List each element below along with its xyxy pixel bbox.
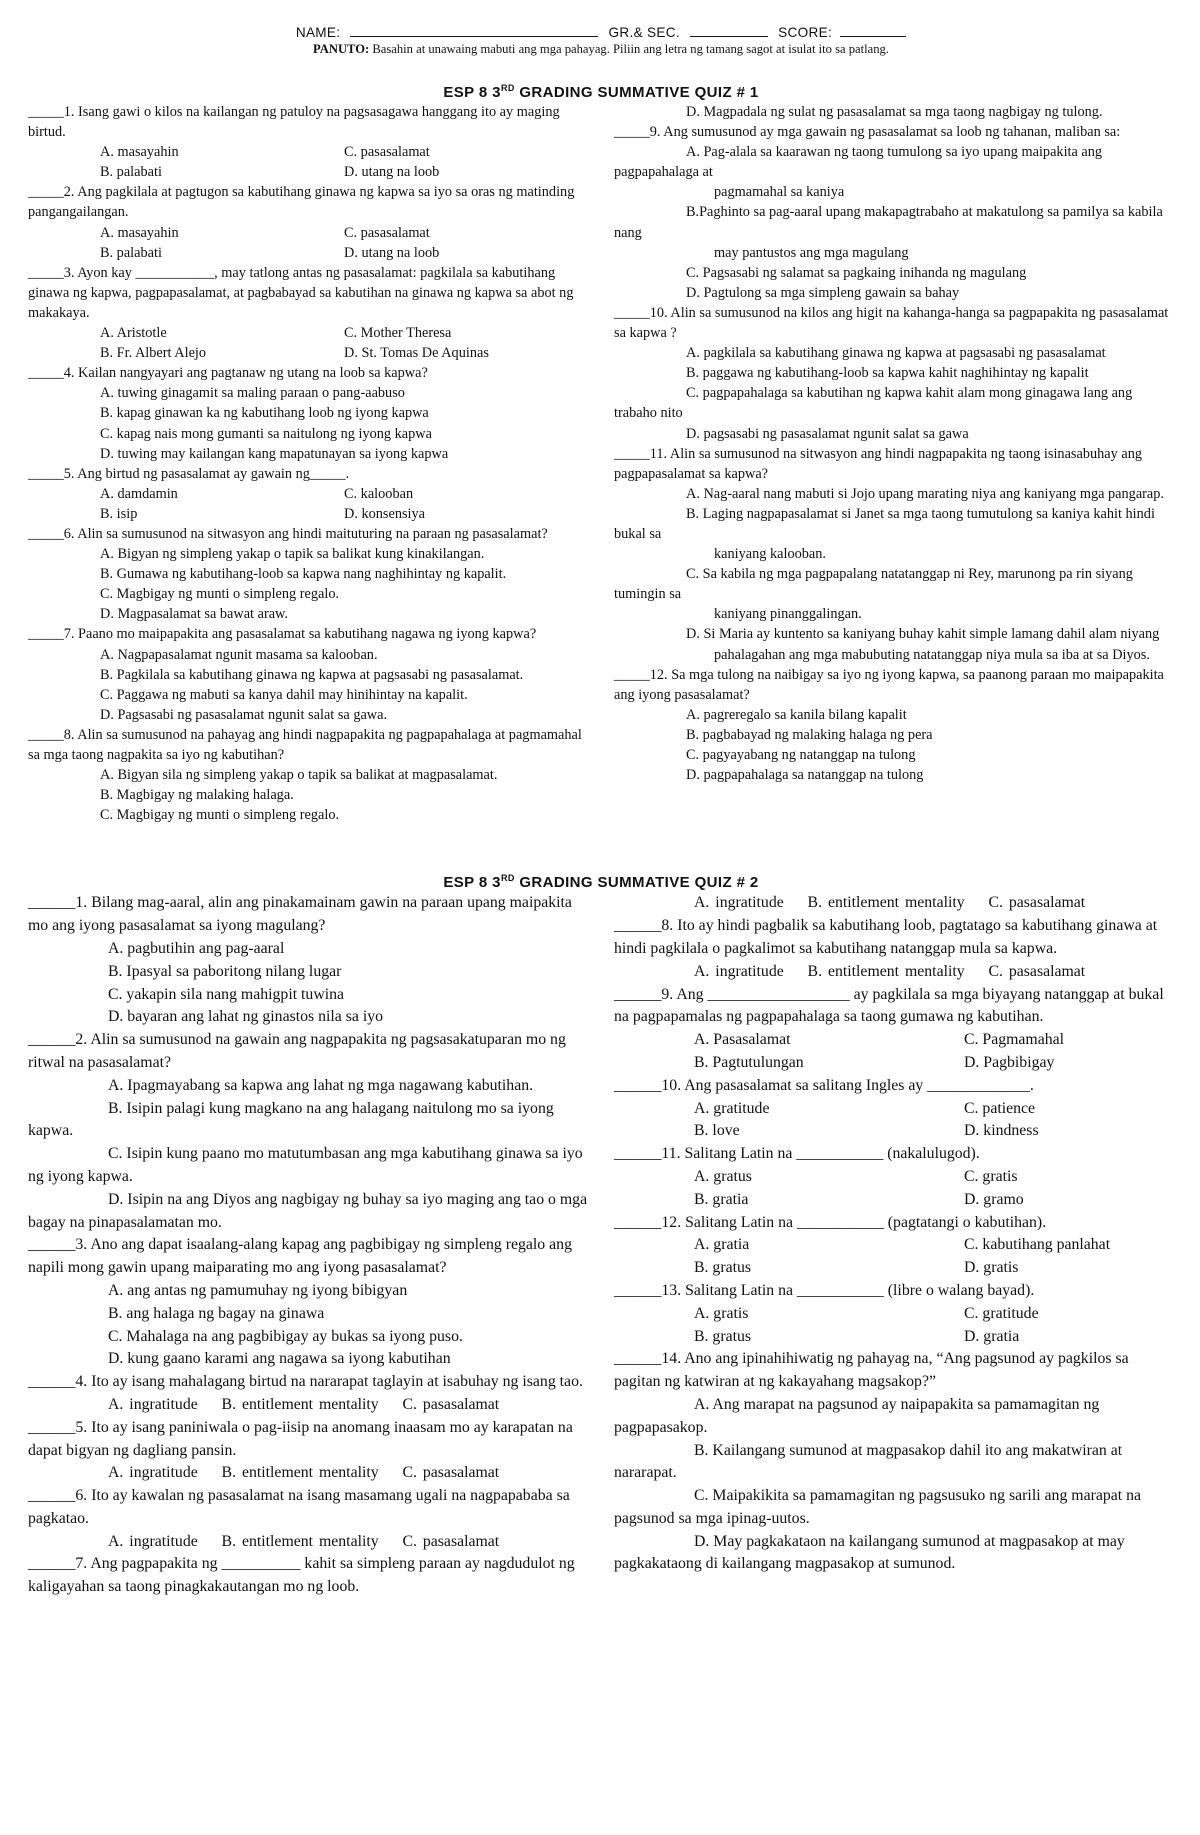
quiz2-right-column	[614, 892, 1174, 1599]
option-row	[28, 162, 588, 182]
question-text: _____1. Isang gawi o kilos na kailangan ng patuloy na pagsasagawa hanggang ito ay maging birtud.	[28, 104, 564, 141]
answer-option: C. gratitude	[964, 1304, 1039, 1322]
option-row	[28, 504, 588, 524]
answer-option: B. Fr. Albert Alejo	[100, 345, 207, 362]
answer-option-continuation: may pantustos ang mga magulang	[714, 244, 909, 261]
answer-option: C. Pagmamahal	[964, 1031, 1065, 1049]
answer-option: A. gratia	[694, 1236, 750, 1254]
option-row	[28, 223, 588, 243]
answer-option: B. Ipasyal sa paboritong nilang lugar	[108, 962, 342, 980]
answer-option: B. love	[694, 1122, 740, 1140]
answer-option: D. gramo	[964, 1190, 1024, 1208]
answer-option-continuation: pahalagahan ang mga mabubuting natatanggap niya mula sa iba at sa Diyos.	[714, 646, 1150, 663]
answer-option: B. Pagtutulungan	[694, 1053, 804, 1071]
question-text: _____2. Ang pagkilala at pagtugon sa kabutihang ginawa ng kapwa sa iyo sa oras ng matinding pangangailangan.	[28, 184, 578, 221]
answer-option: D. kindness	[964, 1122, 1039, 1140]
answer-option: A. Nag-aaral nang mabuti si Jojo upang marating niya ang kaniyang mga pangarap.	[686, 485, 1165, 502]
option-row	[614, 1166, 1174, 1189]
question-text: _____11. Alin sa sumusunod na sitwasyon ang hindi nagpapakita ng taong isinasabuhay ang pagpapasalamat sa kapwa?	[614, 445, 1146, 482]
question-text: _____10. Alin sa sumusunod na kilos ang higit na kahanga-hanga sa pagpapakita ng pasasalamat sa kapwa ?	[614, 304, 1172, 342]
answer-option: B. paggawa ng kabutihang-loob sa kapwa kahit naghihintay ng kapalit	[686, 365, 1089, 382]
question-text: ______7. Ang pagpapakita ng __________ kahit sa simpleng paraan ay nagdudulot ng kaligayahan sa taong pinagkakautangan mo ng loob.	[28, 1555, 579, 1596]
option-row	[28, 484, 588, 504]
answer-option: B. gratia	[694, 1190, 749, 1208]
question-text: _____12. Sa mga tulong na naibigay sa iyo ng iyong kapwa, sa paanong paraan mo maipapakita ang iyong pasasalamat?	[614, 666, 1168, 703]
answer-option: D. pagsasabi ng pasasalamat ngunit salat sa gawa	[686, 425, 969, 442]
quiz1-title: ESP 8 3RD GRADING SUMMATIVE QUIZ # 1	[443, 83, 759, 101]
answer-option: C. Pagsasabi ng salamat sa pagkaing inihanda ng magulang	[686, 264, 1027, 281]
instructions-text: Basahin at unawaing mabuti ang mga pahayag. Piliin ang letra ng tamang sagot at isulat ito sa patlang.	[372, 42, 889, 56]
quiz2-body	[28, 892, 1174, 1599]
option-row	[614, 1303, 1174, 1326]
quiz1-body	[28, 102, 1174, 825]
answer-options-inline: A. ingratitude B. entitlement mentality C. pasasalamat	[694, 962, 1086, 980]
quiz1-left-column	[28, 102, 588, 825]
question-text: ______3. Ano ang dapat isaalang-alang kapag ang pagbibigay ng simpleng regalo ang napili mong gawin upang maiparating mo ang iyong pasasalamat?	[28, 1236, 576, 1277]
answer-option: D. kung gaano karami ang nagawa sa iyong kabutihan	[108, 1350, 451, 1368]
answer-option: A. Pasasalamat	[694, 1031, 791, 1049]
question-text: _____9. Ang sumusunod ay mga gawain ng pasasalamat sa loob ng tahanan, maliban sa:	[614, 124, 1121, 141]
answer-option: A. Aristotle	[100, 325, 167, 342]
answer-option: C. kalooban	[344, 485, 414, 502]
answer-option: C. kabutihang panlahat	[964, 1236, 1111, 1254]
question-text: ______1. Bilang mag-aaral, alin ang pinakamainam gawin na paraan upang maipakita mo ang iyong pasasalamat sa iyong magulang?	[28, 894, 576, 935]
answer-option: A. Bigyan ng simpleng yakap o tapik sa balikat kung kinakilangan.	[100, 546, 485, 563]
question-text: ______10. Ang pasasalamat sa salitang Ingles ay _____________.	[614, 1076, 1034, 1094]
option-row	[28, 343, 588, 363]
option-row	[28, 323, 588, 343]
answer-option: A. Pag-alala sa kaarawan ng taong tumulong sa iyo upang maipakita ang pagpapahalaga at	[614, 144, 1106, 181]
instructions-label: PANUTO:	[313, 42, 370, 56]
student-info-line	[28, 24, 1174, 41]
name-field[interactable]	[350, 24, 598, 37]
answer-option: A. Nagpapasalamat ngunit masama sa kalooban.	[100, 646, 378, 663]
answer-option: C. Maipakikita sa pamamagitan ng pagsusuko ng sarili ang marapat na pagsunod sa mga ipinag-uutos.	[614, 1487, 1145, 1527]
answer-option: B. gratus	[694, 1259, 752, 1277]
answer-option: D. tuwing may kailangan kang mapatunayan sa iyong kapwa	[100, 445, 449, 462]
grade-section-field[interactable]	[690, 24, 768, 37]
question-text: _____8. Alin sa sumusunod na pahayag ang hindi nagpapakita ng pagpapahalaga at pagmamahal sa mga taong nagpakita sa iyo ng kabutihan?	[28, 726, 586, 763]
answer-option-continuation: kaniyang pinanggalingan.	[714, 606, 862, 623]
answer-option: C. Mahalaga na ang pagbibigay ay bukas sa iyong puso.	[108, 1327, 463, 1345]
answer-option: C. Paggawa ng mabuti sa kanya dahil may hinihintay na kapalit.	[100, 686, 468, 703]
answer-option: A. gratis	[694, 1304, 749, 1322]
question-text: ______4. Ito ay isang mahalagang birtud na nararapat taglayin at isabuhay ng isang tao.	[28, 1373, 583, 1391]
answer-option: B. palabati	[100, 244, 162, 261]
question-text: ______2. Alin sa sumusunod na gawain ang nagpapakita ng pagsasakatuparan mo ng ritwal na pasasalamat?	[28, 1031, 570, 1071]
answer-option: D. pagpapahalaga sa natanggap na tulong	[686, 767, 924, 784]
answer-option: D. Magpadala ng sulat ng pasasalamat sa mga taong nagbigay ng tulong.	[686, 104, 1103, 120]
answer-option: B. gratus	[694, 1327, 752, 1345]
answer-option: B. Pagkilala sa kabutihang ginawa ng kapwa at pagsasabi ng pasasalamat.	[100, 666, 524, 683]
score-field[interactable]	[840, 24, 906, 37]
answer-option: A. masayahin	[100, 144, 179, 161]
quiz-page	[28, 24, 1174, 1824]
answer-option: D. Magpasalamat sa bawat araw.	[100, 606, 289, 623]
answer-option: D. gratia	[964, 1327, 1020, 1345]
question-text: _____6. Alin sa sumusunod na sitwasyon ang hindi maituturing na paraan ng pasasalamat?	[28, 525, 548, 542]
answer-option: B. kapag ginawan ka ng kabutihang loob ng iyong kapwa	[100, 405, 429, 422]
question-text: ______5. Ito ay isang paniniwala o pag-iisip na anomang inaasam mo ay karapatan na dapat bigyan ng dagliang pansin.	[28, 1418, 577, 1459]
answer-option: B. Laging nagpapasalamat si Janet sa mga taong tumutulong sa kaniya kahit hindi bukal sa	[614, 505, 1159, 542]
answer-option: A. damdamin	[100, 485, 178, 502]
answer-option-continuation: kaniyang kalooban.	[714, 546, 826, 563]
answer-option: C. yakapin sila nang mahigpit tuwina	[108, 985, 345, 1003]
answer-option: B. isip	[100, 505, 138, 522]
answer-option: D. utang na loob	[344, 164, 440, 181]
answer-option: C. gratis	[964, 1167, 1018, 1185]
answer-options-inline: A. ingratitude B. entitlement mentality C. pasasalamat	[108, 1464, 500, 1482]
answer-option: B. pagbabayad ng malaking halaga ng pera	[686, 726, 933, 743]
answer-option: A. gratitude	[694, 1099, 770, 1117]
option-row	[614, 1257, 1174, 1280]
option-row	[614, 1234, 1174, 1257]
option-row	[28, 243, 588, 263]
answer-option: D. gratis	[964, 1259, 1019, 1277]
question-text: ______14. Ano ang ipinahihiwatig ng pahayag na, “Ang pagsunod ay pagkilos sa pagitan ng katwiran at ng kakayahang magsakop?”	[614, 1350, 1133, 1391]
option-row	[614, 1120, 1174, 1143]
question-text: _____3. Ayon kay ___________, may tatlong antas ng pasasalamat: pagkilala sa kabutihang ginawa ng kapwa, pagpapasalamat, at pagbabayad sa kabutihan na ginawa ng kapwa sa abot ng makakaya.	[28, 264, 578, 321]
answer-option: C. Mother Theresa	[344, 325, 452, 342]
question-text: ______9. Ang __________________ ay pagkilala sa mga biyayang natanggap at bukal na pagpapamalas ng pagpapahalaga sa taong gumawa ng kabutihan.	[614, 985, 1168, 1026]
score-label: SCORE:	[778, 25, 833, 40]
answer-option: A. Bigyan sila ng simpleng yakap o tapik sa balikat at magpasalamat.	[100, 767, 498, 784]
answer-option: C. pasasalamat	[344, 224, 430, 241]
answer-option-continuation: pagmamahal sa kaniya	[714, 184, 845, 201]
quiz2-title: ESP 8 3RD GRADING SUMMATIVE QUIZ # 2	[443, 873, 759, 892]
answer-option: B. Magbigay ng malaking halaga.	[100, 787, 294, 804]
answer-options-inline: A. ingratitude B. entitlement mentality C. pasasalamat	[694, 894, 1086, 912]
answer-option: D. St. Tomas De Aquinas	[344, 345, 489, 362]
answer-option: A. gratus	[694, 1167, 752, 1185]
question-text: ______12. Salitang Latin na ___________ (pagtatangi o kabutihan).	[614, 1213, 1047, 1231]
answer-options-inline: A. ingratitude B. entitlement mentality C. pasasalamat	[108, 1395, 500, 1413]
answer-option: D. bayaran ang lahat ng ginastos nila sa iyo	[108, 1008, 384, 1026]
answer-option: C. patience	[964, 1099, 1036, 1117]
answer-option: A. ang antas ng pamumuhay ng iyong bibigyan	[108, 1281, 408, 1299]
option-row	[614, 1029, 1174, 1052]
answer-option: C. Magbigay ng munti o simpleng regalo.	[100, 807, 340, 824]
answer-option: B. Kailangang sumunod at magpasakop dahil ito ang makatwiran at nararapat.	[614, 1441, 1127, 1482]
answer-option: B.Paghinto sa pag-aaral upang makapagtrabaho at makatulong sa pamilya sa kabila nang	[614, 204, 1167, 241]
answer-option: B. Isipin palagi kung magkano na ang halagang naitulong mo sa iyong kapwa.	[28, 1099, 558, 1140]
answer-option: A. pagkilala sa kabutihang ginawa ng kapwa at pagsasabi ng pasasalamat	[686, 345, 1106, 362]
question-text: ______13. Salitang Latin na ___________ (libre o walang bayad).	[614, 1281, 1035, 1299]
quiz2-left-column	[28, 892, 592, 1599]
option-row	[614, 1189, 1174, 1212]
question-text: _____7. Paano mo maipapakita ang pasasalamat sa kabutihang nagawa ng iyong kapwa?	[28, 626, 537, 643]
answer-option: D. konsensiya	[344, 505, 426, 522]
answer-option: D. Si Maria ay kuntento sa kaniyang buhay kahit simple lamang dahil alam niyang	[686, 626, 1160, 643]
grade-section-label: GR.& SEC.	[608, 25, 680, 40]
answer-options-inline: A. ingratitude B. entitlement mentality C. pasasalamat	[108, 1532, 500, 1550]
answer-option: D. Isipin na ang Diyos ang nagbigay ng buhay sa iyo maging ang tao o mga bagay na pinapasalamatan mo.	[28, 1190, 592, 1231]
option-row	[614, 1326, 1174, 1349]
answer-option: C. pagyayabang ng natanggap na tulong	[686, 747, 916, 763]
answer-option: D. Pagtulong sa mga simpleng gawain sa bahay	[686, 284, 960, 301]
option-row	[614, 1098, 1174, 1121]
answer-option: A. tuwing ginagamit sa maling paraan o pang-aabuso	[100, 385, 405, 402]
answer-option: C. Sa kabila ng mga pagpapalang natatanggap ni Rey, marunong pa rin siyang tumingin sa	[614, 566, 1137, 603]
answer-option: A. Ang marapat na pagsunod ay naipapakita sa pamamagitan ng pagpapasakop.	[614, 1395, 1104, 1436]
answer-option: B. ang halaga ng bagay na ginawa	[108, 1304, 325, 1322]
answer-option: D. Pagsasabi ng pasasalamat ngunit salat sa gawa.	[100, 706, 388, 723]
answer-option: A. pagbutihin ang pag-aaral	[108, 939, 285, 957]
question-text: ______8. Ito ay hindi pagbalik sa kabutihang loob, pagtatago sa kabutihang ginawa at hindi pagkilala o pagkalimot sa kabutihang natanggap mula sa kapwa.	[614, 917, 1162, 957]
quiz1-right-column	[614, 102, 1174, 825]
question-text: ______6. Ito ay kawalan ng pasasalamat na isang masamang ugali na nagpapababa sa pagkatao.	[28, 1487, 574, 1527]
answer-option: D. May pagkakataon na kailangang sumunod at magpasakop at may pagkakataong di kailangang magpasakop at sumunod.	[614, 1532, 1129, 1573]
answer-option: B. palabati	[100, 164, 162, 181]
question-text: _____5. Ang birtud ng pasasalamat ay gawain ng_____.	[28, 465, 350, 482]
instructions	[28, 41, 1174, 57]
answer-option: D. utang na loob	[344, 244, 440, 261]
answer-option: A. masayahin	[100, 224, 179, 241]
answer-option: A. Ipagmayabang sa kapwa ang lahat ng mga nagawang kabutihan.	[108, 1076, 534, 1094]
option-row	[28, 142, 588, 162]
answer-option: C. kapag nais mong gumanti sa naitulong ng iyong kapwa	[100, 425, 432, 442]
answer-option: C. pagpapahalaga sa kabutihan ng kapwa kahit alam mong ginagawa lang ang trabaho nito	[614, 385, 1136, 422]
answer-option: A. pagreregalo sa kanila bilang kapalit	[686, 706, 907, 723]
answer-option: D. Pagbibigay	[964, 1053, 1055, 1071]
answer-option: C. Magbigay ng munti o simpleng regalo.	[100, 586, 340, 603]
option-row	[614, 1052, 1174, 1075]
name-label: NAME:	[295, 25, 341, 40]
answer-option: B. Gumawa ng kabutihang-loob sa kapwa nang naghihintay ng kapalit.	[100, 566, 507, 583]
question-text: ______11. Salitang Latin na ___________ (nakalulugod).	[614, 1145, 980, 1163]
answer-option: C. Isipin kung paano mo matutumbasan ang mga kabutihang ginawa sa iyo ng iyong kapwa.	[28, 1145, 587, 1185]
answer-option: C. pasasalamat	[344, 144, 430, 161]
question-text: _____4. Kailan nangyayari ang pagtanaw ng utang na loob sa kapwa?	[28, 365, 428, 382]
